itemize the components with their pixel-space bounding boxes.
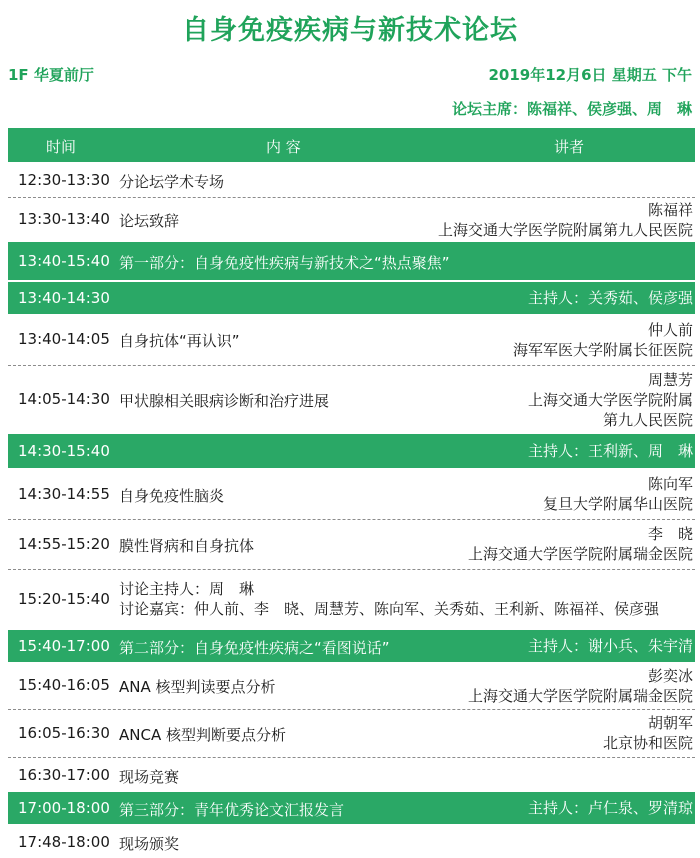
speaker-name: 李 晓: [647, 525, 693, 543]
row-time: 14:05-14:30: [18, 390, 110, 408]
row-content: 甲状腺相关眼病诊断和治疗进展: [119, 392, 330, 410]
session-host: 主持人：谢小兵、朱宇清: [527, 637, 693, 655]
speaker-name: 陈福祥: [647, 201, 693, 219]
row-time: 13:40-14:05: [18, 330, 110, 348]
row-speaker: [528, 370, 693, 430]
row-content: 自身抗体“再认识”: [119, 332, 240, 350]
session-row: [8, 434, 695, 468]
speaker-name: 胡朝军: [647, 714, 693, 732]
speaker-affiliation: 上海交通大学医学院附属瑞金医院: [467, 687, 693, 705]
row-time: 16:05-16:30: [18, 724, 110, 742]
column-header-content: 内 容: [266, 138, 301, 156]
row-speaker: [543, 474, 693, 514]
discussion-guests: 讨论嘉宾：仲人前、李 晓、周慧芳、陈向军、关秀茹、王利新、陈福祥、侯彦强: [119, 600, 660, 618]
table-row: [8, 662, 695, 710]
speaker-affiliation: 北京协和医院: [602, 734, 693, 752]
section-title: 第三部分：青年优秀论文汇报发言: [119, 801, 345, 819]
row-time: 15:40-17:00: [18, 637, 110, 655]
table-row: [8, 758, 695, 792]
row-time: 17:00-18:00: [18, 799, 110, 817]
session-host: 主持人：卢仁泉、罗清琼: [527, 799, 693, 817]
schedule-table: [8, 128, 695, 858]
row-time: 13:30-13:40: [18, 210, 110, 228]
table-row: [8, 314, 695, 366]
speaker-affiliation: 上海交通大学医学院附属瑞金医院: [467, 545, 693, 563]
row-time: 17:48-18:00: [18, 833, 110, 851]
row-speaker: [468, 524, 693, 564]
section-row: [8, 792, 695, 824]
speaker-affiliation: 上海交通大学医学院附属: [527, 391, 693, 409]
table-header: [8, 128, 695, 162]
speaker-name: 陈向军: [647, 475, 693, 493]
section-title: 第二部分：自身免疫性疾病之“看图说话”: [119, 639, 390, 657]
row-content: 现场竞赛: [119, 768, 180, 786]
row-content: 分论坛学术专场: [119, 173, 225, 191]
row-content: 现场颁奖: [119, 835, 180, 853]
forum-chairs: 论坛主席：陈福祥、侯彦强、周 琳: [451, 100, 692, 118]
speaker-affiliation: 海军军医大学附属长征医院: [512, 341, 693, 359]
speaker-affiliation-line2: 第九人民医院: [602, 411, 693, 429]
row-speaker: [468, 666, 693, 706]
venue-label: 1F 华夏前厅: [8, 66, 94, 84]
row-time: 12:30-13:30: [18, 171, 110, 189]
session-host: 主持人：王利新、周 琳: [527, 442, 693, 460]
speaker-name: 周慧芳: [647, 371, 693, 389]
row-time: 16:30-17:00: [18, 766, 110, 784]
row-speaker: [438, 200, 693, 240]
row-content: 自身免疫性脑炎: [119, 487, 225, 505]
table-row: [8, 468, 695, 520]
row-speaker: [513, 320, 693, 360]
speaker-name: 仲人前: [647, 321, 693, 339]
table-row: [8, 366, 695, 434]
section-title: 第一部分：自身免疫性疾病与新技术之“热点聚焦”: [119, 254, 450, 272]
row-time: 14:55-15:20: [18, 535, 110, 553]
page-title: 自身免疫疾病与新技术论坛: [182, 15, 518, 46]
speaker-affiliation: 复旦大学附属华山医院: [542, 495, 693, 513]
section-row: [8, 242, 695, 280]
row-time: 14:30-14:55: [18, 485, 110, 503]
table-row: [8, 198, 695, 242]
table-row: [8, 570, 695, 630]
discussion-host: 讨论主持人：周 琳: [119, 580, 255, 598]
table-row: [8, 824, 695, 858]
row-content: 论坛致辞: [119, 212, 180, 230]
table-row: [8, 710, 695, 758]
table-row: [8, 520, 695, 570]
row-content: ANA 核型判读要点分析: [119, 678, 276, 696]
row-time: 15:40-16:05: [18, 676, 110, 694]
session-host: 主持人：关秀茹、侯彦强: [527, 289, 693, 307]
row-time: 15:20-15:40: [18, 590, 110, 608]
row-time: 13:40-15:40: [18, 252, 110, 270]
row-time: 13:40-14:30: [18, 289, 110, 307]
section-row: [8, 630, 695, 662]
table-row: [8, 162, 695, 198]
speaker-name: 彭奕冰: [647, 667, 693, 685]
row-content: 膜性肾病和自身抗体: [119, 537, 255, 555]
column-header-time: 时间: [46, 138, 77, 156]
column-header-speaker: 讲者: [554, 138, 585, 156]
row-content: ANCA 核型判断要点分析: [119, 726, 286, 744]
date-time-label: 2019年12月6日 星期五 下午: [488, 66, 692, 84]
speaker-affiliation: 上海交通大学医学院附属第九人民医院: [437, 221, 693, 239]
row-speaker: [603, 713, 693, 753]
discussion-block: [119, 579, 659, 619]
session-row: [8, 282, 695, 314]
row-time: 14:30-15:40: [18, 442, 110, 460]
